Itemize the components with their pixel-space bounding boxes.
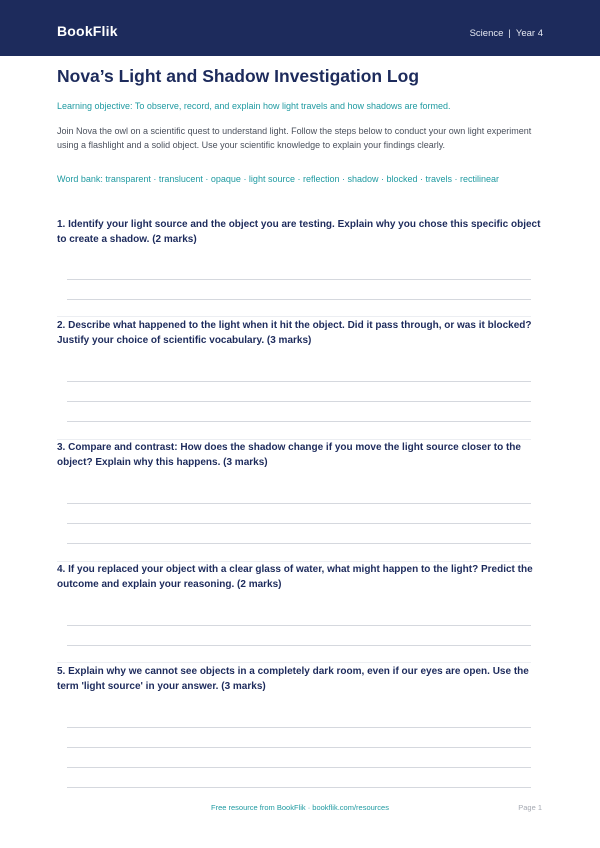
question-1: 1. Identify your light source and the object you are testing. Explain why you chose this specific object to create a shadow. (2 marks) bbox=[57, 219, 541, 245]
question-4: 4. If you replaced your object with a clear glass of water, what might happen to the light? Predict the outcome and explain your reasoning. (2 marks) bbox=[57, 564, 533, 590]
question-3: 3. Compare and contrast: How does the shadow change if you move the light source closer to the object? Explain why this happens. (3 marks) bbox=[57, 442, 521, 468]
answer-line[interactable] bbox=[67, 767, 531, 768]
question-divider bbox=[57, 316, 531, 317]
answer-line[interactable] bbox=[67, 625, 531, 626]
learning-objective: Learning objective: To observe, record, and explain how light travels and how shadows are formed. bbox=[57, 101, 451, 111]
question-2: 2. Describe what happened to the light when it hit the object. Did it pass through, or was it blocked? Justify your choice of scientific vocabulary. (3 marks) bbox=[57, 320, 532, 346]
answer-line[interactable] bbox=[67, 401, 531, 402]
year-label: Year 4 bbox=[515, 28, 543, 39]
answer-line[interactable] bbox=[67, 503, 531, 504]
answer-line[interactable] bbox=[67, 523, 531, 524]
answer-line[interactable] bbox=[67, 787, 531, 788]
page-title: Nova’s Light and Shadow Investigation Log bbox=[57, 66, 420, 86]
answer-line[interactable] bbox=[67, 421, 531, 422]
question-divider bbox=[57, 662, 531, 663]
subject-label: Science bbox=[469, 28, 504, 39]
answer-line[interactable] bbox=[67, 747, 531, 748]
answer-line[interactable] bbox=[67, 645, 531, 646]
answer-line[interactable] bbox=[67, 543, 531, 544]
subject-meta bbox=[470, 28, 543, 39]
meta-separator: | bbox=[508, 28, 511, 39]
answer-line[interactable] bbox=[67, 279, 531, 280]
intro-text: Join Nova the owl on a scientific quest to understand light. Follow the steps below to conduct your own light experiment using a flashlight and a solid object. Use your scientific knowledge to explain your findings clearly. bbox=[57, 126, 532, 150]
brand-logo: BookFlik bbox=[57, 23, 118, 39]
answer-line[interactable] bbox=[67, 381, 531, 382]
answer-line[interactable] bbox=[67, 727, 531, 728]
page-header bbox=[0, 0, 600, 56]
word-bank: Word bank: transparent · translucent · opaque · light source · reflection · shadow · blocked · travels · rectilinear bbox=[57, 174, 500, 184]
answer-line[interactable] bbox=[67, 299, 531, 300]
question-5: 5. Explain why we cannot see objects in a completely dark room, even if our eyes are open. Use the term 'light source' in your answer. (3 marks) bbox=[57, 666, 529, 692]
footer-text: Free resource from BookFlik · bookflik.com/resources bbox=[211, 803, 389, 812]
page-number: Page 1 bbox=[518, 803, 542, 812]
